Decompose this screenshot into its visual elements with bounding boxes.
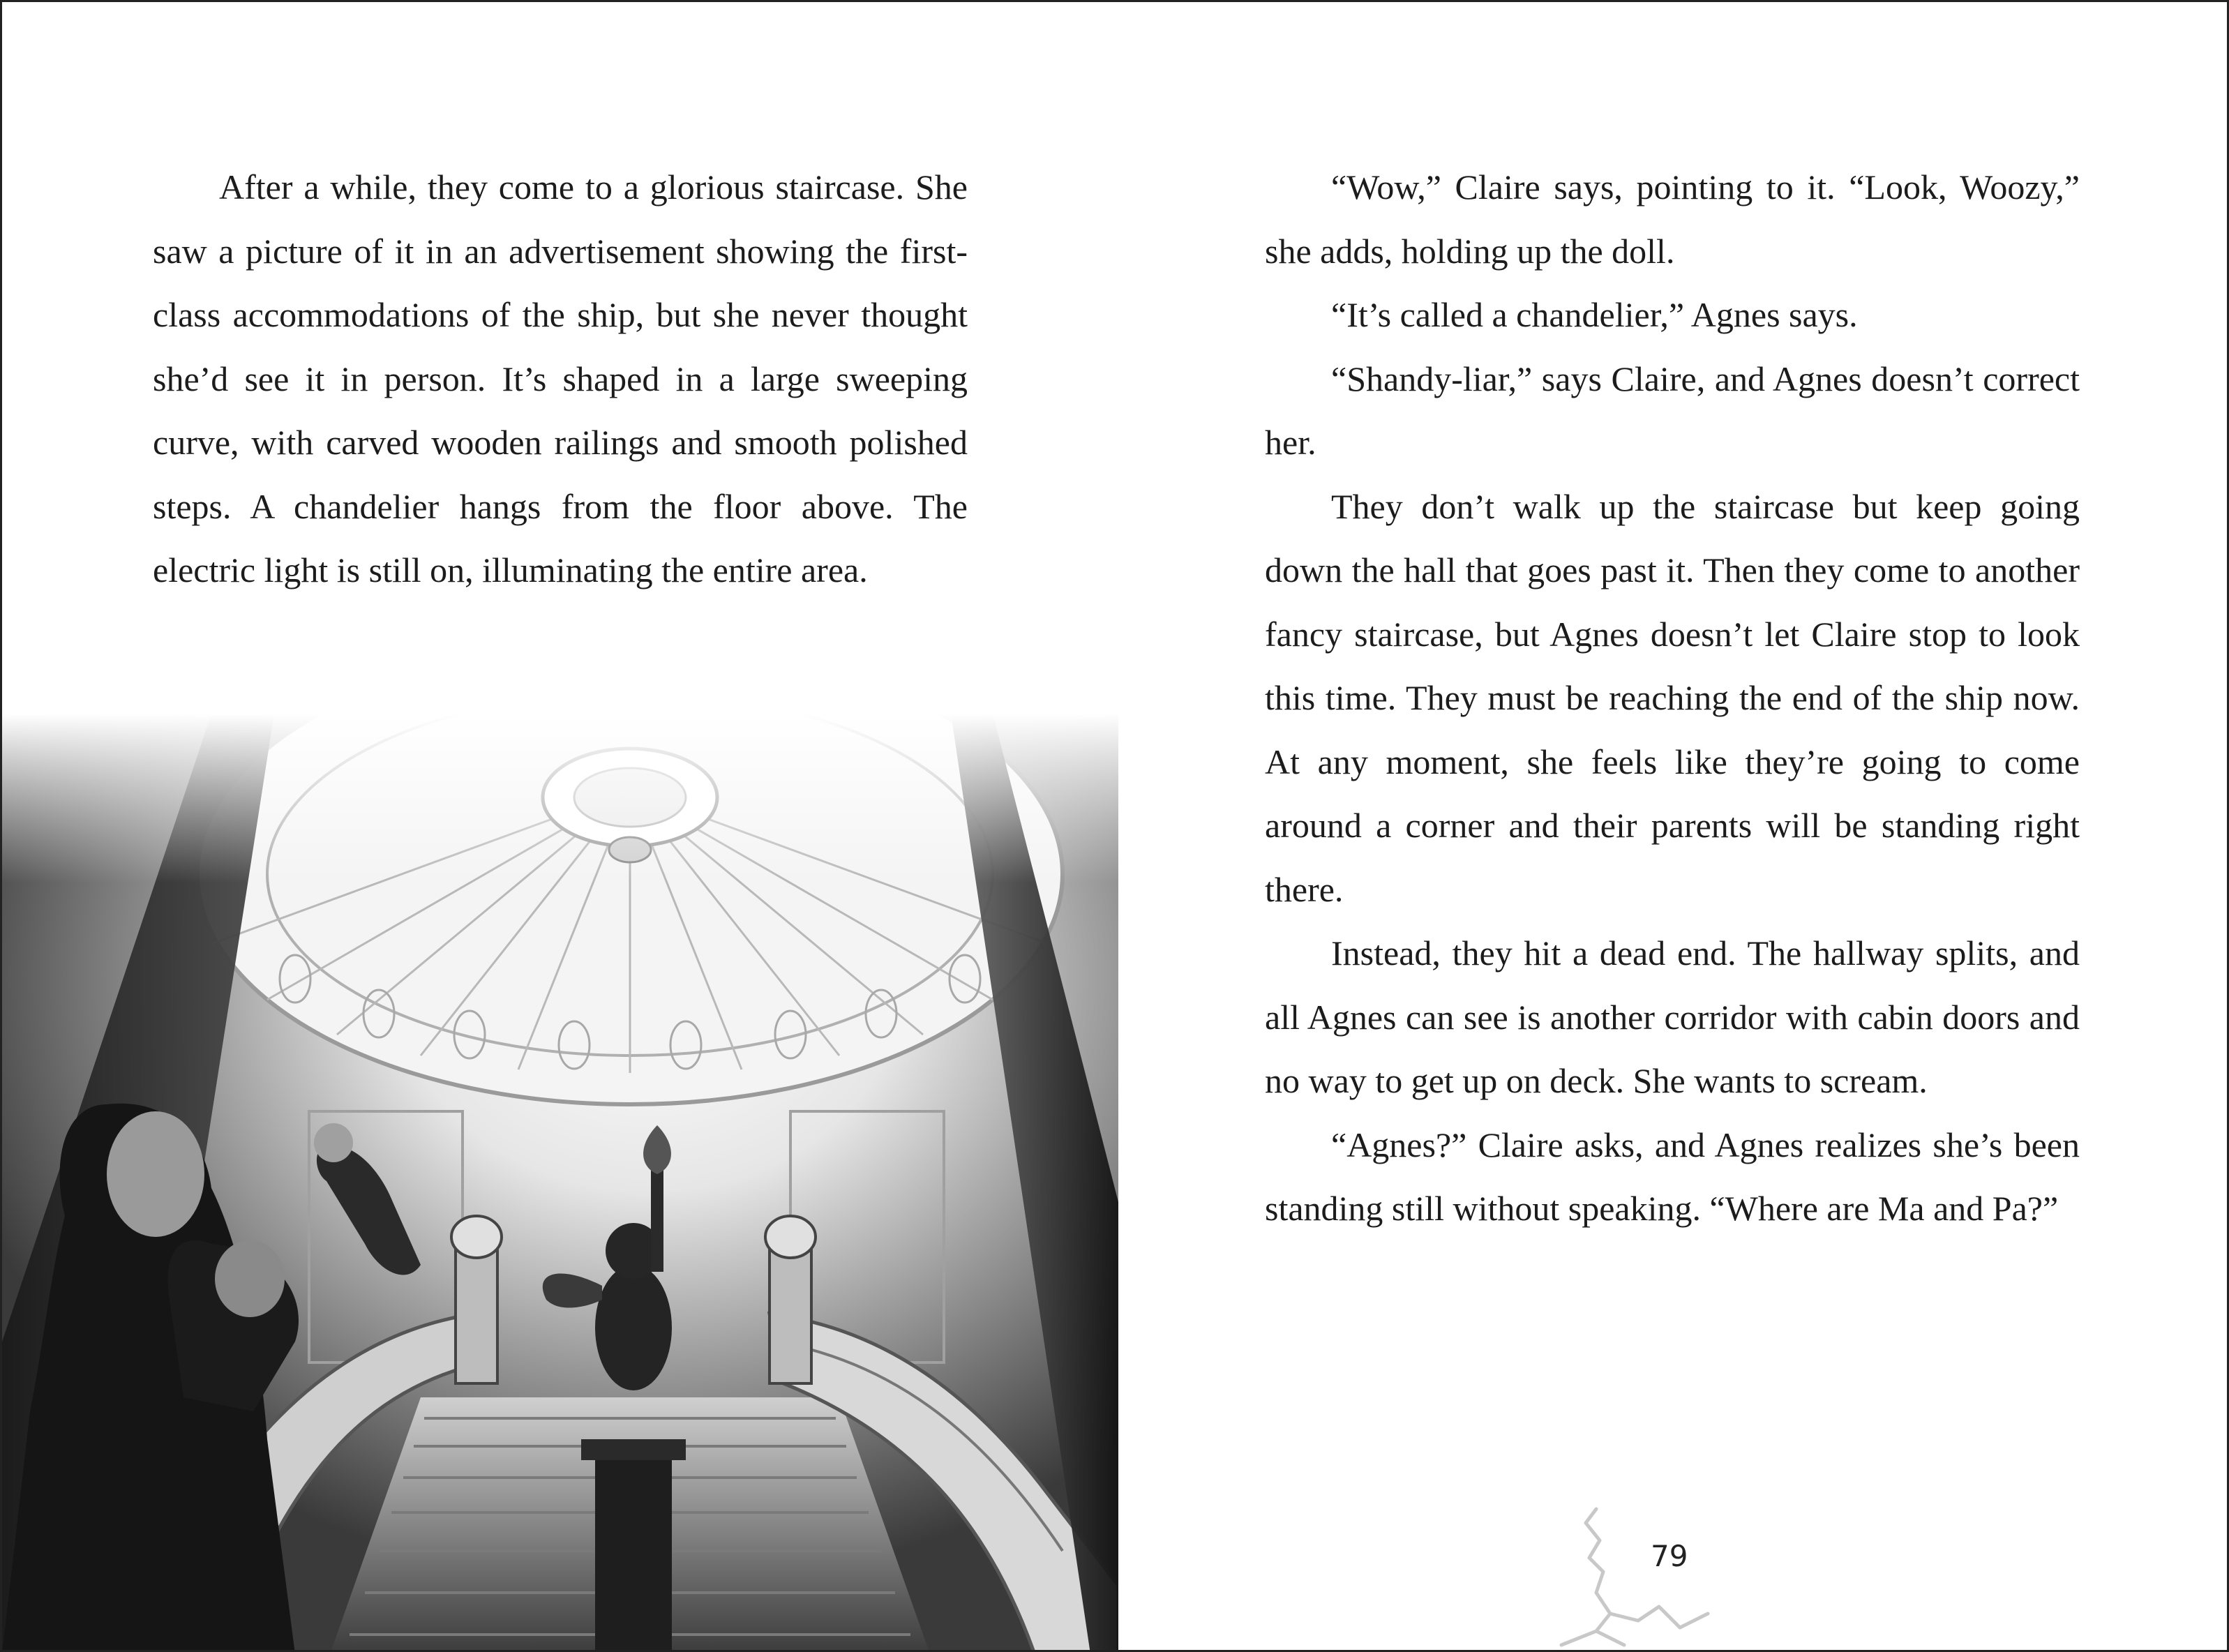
paragraph: After a while, they come to a glorious staircase. She saw a picture of it in an advertisement showing the first-class accommodations of the ship, but she never thought she’d see it in person. It’s shaped in a large sweeping curve, with carved wooden railings and smooth polished steps. A chandelier hangs from the floor above. The electric light is still on, illuminating the entire area. [153, 167, 968, 590]
left-page [2, 2, 1118, 1652]
crack-ornament-icon [1547, 1502, 1729, 1652]
grand-staircase-illustration [2, 714, 1118, 1652]
right-page-text [1265, 156, 2080, 1241]
right-page [1118, 2, 2229, 1652]
paragraph: “Agnes?” Claire asks, and Agnes realizes she’s been standing still without speaking. “Where are Ma and Pa?” [1265, 1125, 2080, 1228]
left-page-text [153, 156, 968, 603]
paragraph: “It’s called a chandelier,” Agnes says. [1331, 295, 1858, 334]
paragraph: They don’t walk up the staircase but keep going down the hall that goes past it. Then they come to another fancy staircase, but Agnes doesn’t let Claire stop to look this time. They must be reaching the end of the ship now. At any moment, she feels like they’re going to come around a corner and their parents will be standing right there. [1265, 486, 2080, 909]
paragraph: “Wow,” Claire says, pointing to it. “Look, Woozy,” she adds, holding up the doll. [1265, 167, 2080, 271]
paragraph: Instead, they hit a dead end. The hallway splits, and all Agnes can see is another corridor with cabin doors and no way to get up on deck. She wants to scream. [1265, 933, 2080, 1100]
page-number: 79 [1651, 1539, 1688, 1573]
paragraph: “Shandy-liar,” says Claire, and Agnes doesn’t correct her. [1265, 359, 2080, 462]
